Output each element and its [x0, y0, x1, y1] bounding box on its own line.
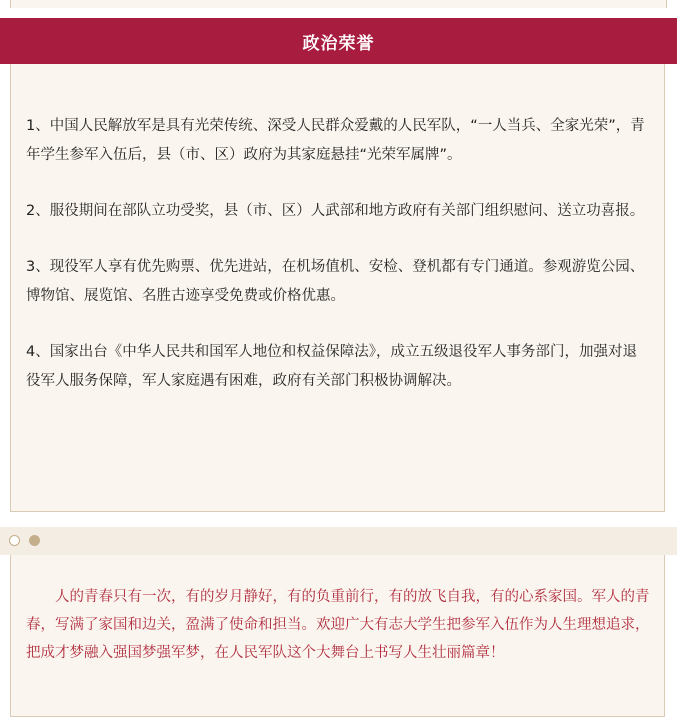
previous-section-panel-edge: [10, 0, 667, 8]
honor-item-4: 4、国家出台《中华人民共和国军人地位和权益保障法》，成立五级退役军人事务部门，加强对退役军人服务保障，军人家庭遇有困难，政府有关部门积极协调解决。: [26, 344, 637, 389]
outline-dot-icon: [9, 535, 20, 546]
honor-item-1: 1、中国人民解放军是具有光荣传统、深受人民群众爱戴的人民军队，“一人当兵、全家光荣”，青年学生参军入伍后，县（市、区）政府为其家庭悬挂“光荣军属牌”。: [26, 118, 645, 163]
filled-dot-icon: [29, 535, 40, 546]
honor-panel: [10, 64, 665, 512]
closing-message: 人的青春只有一次，有的岁月静好，有的负重前行，有的放飞自我，有的心系家国。军人的青春，写满了家国和边关，盈满了使命和担当。欢迎广大有志大学生把参军入伍作为人生理想追求，把成才梦融入强国梦强军梦，在人民军队这个大舞台上书写人生壮丽篇章！: [26, 589, 650, 661]
closing-panel: [10, 555, 665, 717]
divider-band: [0, 527, 677, 555]
honor-item-3: 3、现役军人享有优先购票、优先进站，在机场值机、安检、登机都有专门通道。参观游览公园、博物馆、展览馆、名胜古迹享受免费或价格优惠。: [26, 259, 645, 304]
section-title: 政治荣誉: [302, 34, 375, 54]
honor-list: [26, 112, 651, 423]
honor-item-2: 2、服役期间在部队立功受奖，县（市、区）人武部和地方政府有关部门组织慰问、送立功喜报。: [26, 203, 645, 219]
section-banner: [0, 18, 677, 64]
